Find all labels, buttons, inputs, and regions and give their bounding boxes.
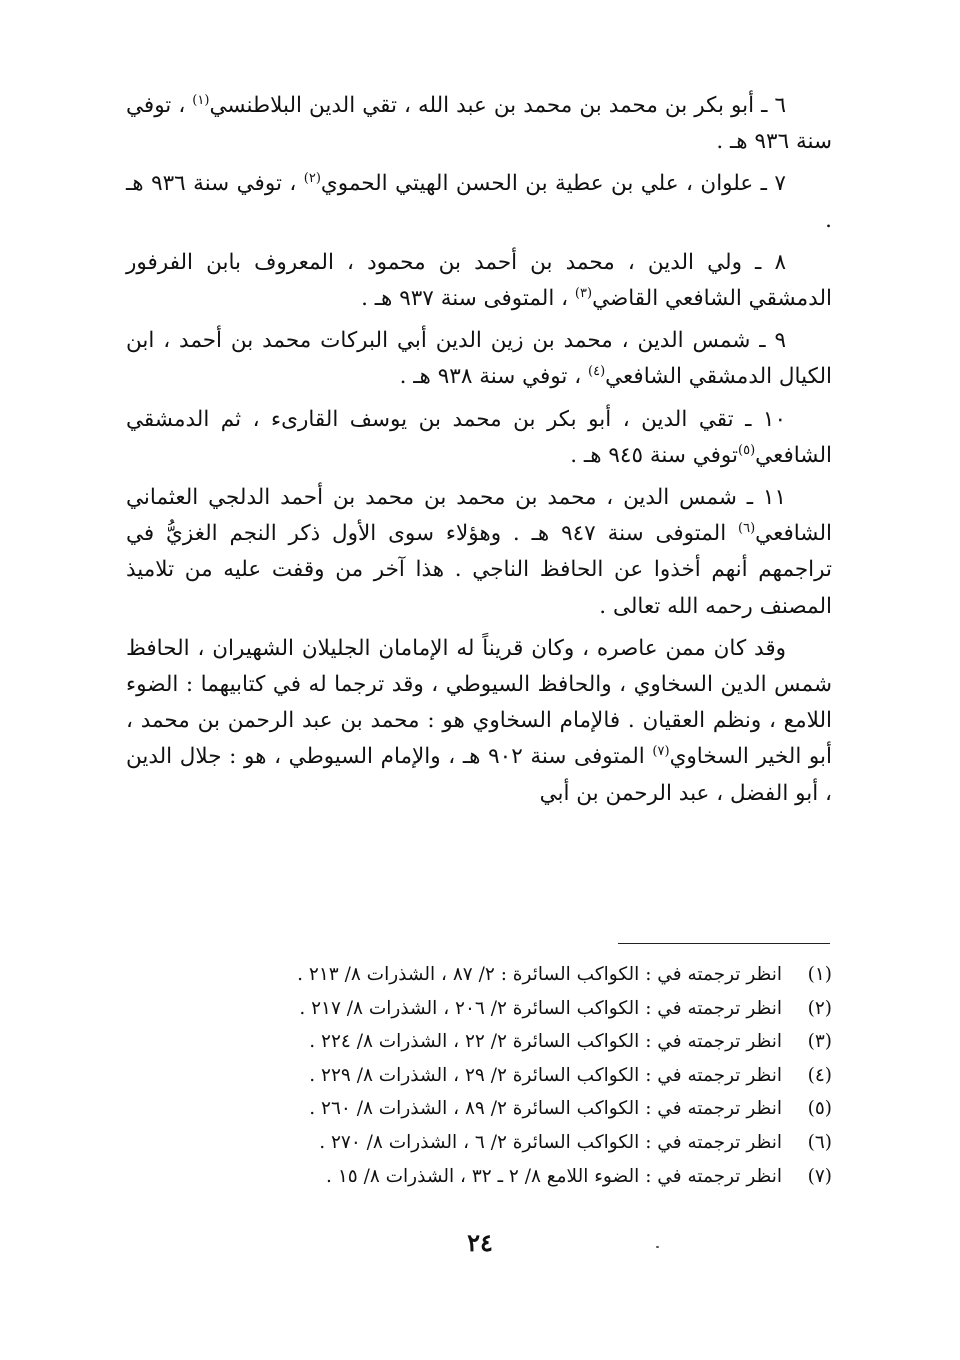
footnote-number: (٦) [807, 1131, 832, 1153]
paragraph-text: ١١ ـ شمس الدين ، محمد بن محمد بن محمد بن أحمد الدلجي العثماني الشافعي [126, 485, 832, 547]
paragraph-entry-7 [126, 166, 832, 238]
footnote-text: انظر ترجمته في : الكواكب السائرة ٢/ ٨٩ ، الشذرات ٨/ ٢٦٠ . [309, 1098, 782, 1120]
paragraph-contemporaries [126, 631, 832, 812]
footnote-item [126, 958, 832, 992]
footnote-number: (٥) [807, 1098, 832, 1120]
footnote-text: انظر ترجمته في : الكواكب السائرة ٢/ ٦ ، الشذرات ٨/ ٢٧٠ . [319, 1131, 782, 1153]
main-text [126, 88, 832, 812]
page-number: ٢٤ [467, 1228, 493, 1257]
footnote-number: (٣) [807, 1031, 832, 1053]
footnote-reference: (٢) [303, 171, 321, 187]
footnote-text: انظر ترجمته في : الكواكب السائرة ٢/ ٢٩ ، الشذرات ٨/ ٢٢٩ . [309, 1064, 782, 1086]
footnote-reference: (٦) [738, 521, 756, 537]
footnote-item [126, 1092, 832, 1126]
footnote-divider [618, 943, 830, 944]
footnote-text: انظر ترجمته في : الضوء اللامع ٨/ ٢ ـ ٣٢ ، الشذرات ٨/ ١٥ . [326, 1165, 782, 1187]
footnote-reference: (٥) [738, 442, 756, 458]
footnotes [126, 958, 832, 1193]
footnote-number: (١) [807, 964, 832, 985]
footnote-number: (٤) [807, 1064, 832, 1086]
paragraph-entry-8 [126, 245, 832, 317]
paragraph-entry-6 [126, 88, 832, 160]
footnote-item [126, 992, 832, 1026]
paragraph-text: ٩ ـ شمس الدين ، محمد بن زين الدين أبي البركات محمد بن أحمد ، ابن الكيال الدمشقي الشافعي [126, 328, 832, 390]
footnote-item [126, 1025, 832, 1059]
footnote-item [126, 1160, 832, 1194]
paragraph-text: المتوفى سنة ٩٠٢ هـ ، والإمام السيوطي ، هو : جلال الدين ، أبو الفضل ، عبد الرحمن بن أبي [126, 744, 832, 806]
footnote-text: انظر ترجمته في : الكواكب السائرة ٢/ ٢٠٦ ، الشذرات ٨/ ٢١٧ . [299, 997, 782, 1019]
paragraph-text: ٨ ـ ولي الدين ، محمد بن أحمد بن محمود ، المعروف بابن الفرفور الدمشقي الشافعي القاضي [126, 249, 832, 312]
paragraph-text: توفي سنة ٩٤٥ هـ . [570, 442, 739, 468]
footnote-text: انظر ترجمته في : الكواكب السائرة ٢/ ٢٢ ، الشذرات ٨/ ٢٢٤ . [309, 1031, 782, 1053]
footnote-reference: (٧) [652, 744, 670, 760]
paragraph-text: المتوفى سنة ٩٤٧ هـ . وهؤلاء سوى الأول ذكر النجم الغزيُّ في تراجمهم أنهم أخذوا عن الحافظ الناجي . هذا آخر من وقفت عليه من تلاميذ المصنف رحمه الله تعالى . [126, 521, 832, 619]
paragraph-text: وقد كان ممن عاصره ، وكان قريناً له الإمامان الجليلان الشهيران ، الحافظ شمس الدين السخاوي ، والحافظ السيوطي ، وقد ترجما له في كتابيهما : الضوء اللامع ، ونظم العقيان . فالإمام السخاوي هو : محمد بن عبد الرحمن بن محمد ، أبو الخير السخاوي [126, 635, 832, 770]
footnote-item [126, 1059, 832, 1093]
footnote-reference: (٣) [574, 285, 593, 301]
scan-speck [656, 1246, 659, 1248]
paragraph-entry-11 [126, 480, 832, 625]
paragraph-text: ، المتوفى سنة ٩٣٧ هـ . [361, 286, 575, 312]
footnote-item [126, 1126, 832, 1160]
footnote-reference: (١) [192, 92, 210, 108]
footnote-reference: (٤) [588, 364, 606, 380]
paragraph-text: ، توفي سنة ٩٣٦ هـ . [126, 93, 832, 155]
footnote-number: (٢) [807, 997, 832, 1019]
paragraph-entry-9 [126, 323, 832, 395]
paragraph-text: ١٠ ـ تقي الدين ، أبو بكر بن محمد بن يوسف القارىء ، ثم الدمشقي الشافعي [126, 406, 832, 468]
paragraph-text: ٧ ـ علوان ، علي بن عطية بن الحسن الهيتي الحموي [320, 171, 786, 197]
paragraph-text: ٦ ـ أبو بكر بن محمد بن محمد بن عبد الله ، تقي الدين البلاطنسي [209, 93, 786, 118]
paragraph-entry-10 [126, 402, 832, 474]
paragraph-text: ، توفي سنة ٩٣٦ هـ . [126, 171, 832, 233]
footnote-text: انظر ترجمته في : الكواكب السائرة : ٢/ ٨٧ ، الشذرات ٨/ ٢١٣ . [297, 964, 782, 985]
paragraph-text: ، توفي سنة ٩٣٨ هـ . [399, 364, 588, 390]
footnote-number: (٧) [807, 1165, 832, 1187]
